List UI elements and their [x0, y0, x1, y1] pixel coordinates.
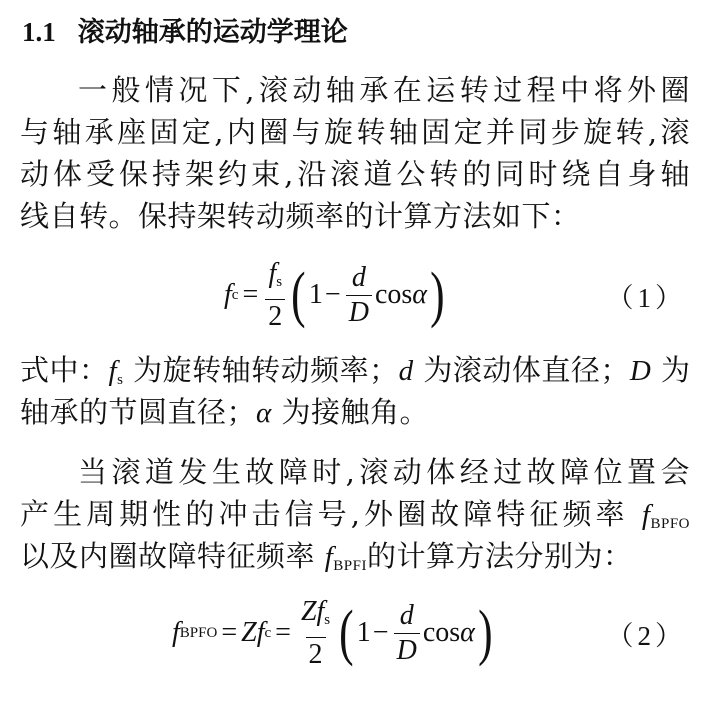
eq2-inner-num: d: [399, 599, 414, 631]
eq1-one: 1: [308, 279, 323, 310]
equation-1-number: （1）: [606, 282, 686, 313]
eq2-fraction: [298, 595, 333, 672]
eq1-equals: =: [242, 279, 259, 310]
paragraph2-line3: [20, 536, 690, 586]
paragraph1-line2: 与轴承座固定,内圈与旋转轴固定并同步旋转,滚: [20, 115, 690, 149]
eq1-cos: cos: [374, 279, 413, 310]
section-title: 滚动轴承的运动学理论: [77, 17, 348, 48]
where-d: d: [398, 355, 414, 387]
eq1-inner-den: D: [346, 295, 372, 330]
eq1-frac-num: f: [268, 257, 277, 289]
eq1-minus: −: [324, 279, 341, 310]
where-alpha-desc: 为接触角。: [271, 395, 429, 429]
eq1-lhs-sub: c: [231, 286, 239, 303]
equation-2-number: （2）: [606, 620, 686, 651]
eq2-lhs: f: [172, 617, 180, 648]
eq2-inner-den: D: [394, 633, 420, 668]
where-D-desc-cont: 轴承的节圆直径；: [20, 395, 257, 429]
where-fs-sub: s: [117, 372, 124, 388]
eq2-equals-2: =: [275, 617, 291, 648]
paragraph1-line3: 动体受保持架约束,沿滚道公转的同时绕自身轴: [20, 157, 690, 191]
where-D: D: [629, 355, 652, 387]
paragraph2-bpfi-f: f: [324, 541, 334, 573]
section-heading: [22, 14, 348, 51]
eq2-fc: f: [256, 617, 265, 648]
equation-1: [224, 250, 448, 340]
where-D-desc: 为: [651, 353, 691, 387]
paragraph1-line4: 线自转。保持架转动频率的计算方法如下：: [20, 199, 581, 233]
eq1-frac-num-sub: s: [276, 273, 283, 290]
paragraph2-line3-text: 以及内圈故障特征频率: [20, 539, 325, 573]
eq1-inner-num: d: [351, 261, 366, 293]
paragraph1-line1: 一般情况下,滚动轴承在运转过程中将外圈: [78, 73, 690, 107]
eq2-lhs-sub: BPFO: [179, 624, 218, 641]
where-prefix: 式中：: [20, 353, 109, 387]
where-fs: f: [108, 355, 118, 387]
eq2-frac-num: Zf: [300, 595, 325, 627]
paragraph2-line3-tail: 的计算方法分别为：: [366, 539, 633, 573]
where-d-desc: 为滚动体直径；: [413, 353, 630, 387]
equation-2: [172, 588, 496, 678]
paragraph2-bpfo-sub: BPFO: [650, 516, 690, 532]
section-number: 1.1: [22, 17, 56, 47]
paragraph2-line2-text: 产生周期性的冲击信号,外圈故障特征频率: [20, 497, 642, 531]
eq1-frac-den: 2: [265, 299, 285, 334]
eq1-fraction: [265, 257, 285, 334]
eq1-inner-fraction: [346, 261, 372, 330]
eq2-cos: cos: [422, 617, 461, 648]
where-alpha: α: [256, 397, 272, 429]
paragraph2-bpfo-f: f: [641, 499, 651, 531]
eq2-alpha: α: [460, 617, 475, 648]
eq2-frac-num-sub: s: [324, 611, 331, 628]
eq2-open-paren: (: [339, 599, 354, 667]
eq2-one: 1: [356, 617, 371, 648]
eq2-frac-den: 2: [306, 637, 326, 672]
where-fs-desc: 为旋转轴转动频率；: [123, 353, 399, 387]
eq2-z: Z: [241, 617, 257, 648]
eq1-close-paren: ): [430, 261, 445, 329]
eq2-equals-1: =: [221, 617, 238, 648]
eq1-open-paren: (: [291, 261, 306, 329]
paragraph2-line1: 当滚道发生故障时,滚动体经过故障位置会: [78, 455, 690, 489]
eq2-inner-fraction: [394, 599, 420, 668]
eq2-close-paren: ): [477, 599, 493, 667]
where-line2: [20, 392, 690, 433]
eq1-alpha: α: [412, 279, 427, 310]
eq2-minus: −: [372, 617, 389, 648]
eq2-fc-sub: c: [264, 624, 272, 641]
eq1-lhs: f: [224, 279, 232, 310]
paragraph2-bpfi-sub: BPFI: [333, 558, 367, 574]
